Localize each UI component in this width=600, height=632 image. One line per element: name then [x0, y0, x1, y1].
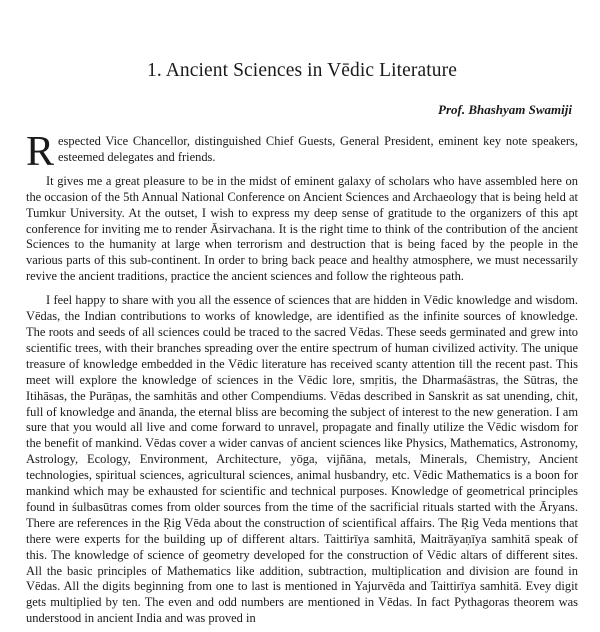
- drop-cap: R: [26, 129, 55, 175]
- article-body: [26, 129, 578, 627]
- author-name: Prof. Bhashyam Swamiji: [438, 102, 572, 117]
- paragraph-3: I feel happy to share with you all the essence of sciences that are hidden in Vēdic knowledge and wisdom. Vēdas, the Indian contributions to works of knowledge, are identified as the infinite sources of knowledge. The roots and seeds of all sciences could be traced to the sacred Vēdas. These seeds germinated and grew into scientific trees, with their branches spreading over the entire spectrum of human civilized activity. The unique treasure of knowledge embedded in the Vēdic literature has received scanty attention till the recent past. This meet will explore the knowledge of sciences in the Vēdic lore, smṛitis, the Dharmaśāstras, the Sūtras, the Itihāsas, the Purāṇas, the samhitās and other Compendiums. Vēdas described in Sanskrit as sat unending, chit, full of knowledge and ānanda, the eternal bliss are becoming the subject of interest to the new generation. I am sure that you would all live and come forward to unravel, propagate and finally utilize the Vēdic wisdom for the benefit of mankind. Vēdas cover a wider canvas of ancient sciences like Physics, Mathematics, Astronomy, Astrology, Ecology, Environment, Architecture, yōga, vijñāna, metals, Minerals, Chemistry, Ancient technologies, spiritual sciences, agricultural sciences, animal husbandry, etc. Vēdic Mathematics is a boon for mankind which may be exhausted for scientific and technical purposes. Knowledge of geometrical principles found in śulbasūtras comes from older sources from the time of the sacrificial rituals started with the Āryans. There are references in the Ṛig Vēda about the construction of scientifical affairs. The Ṛig Veda mentions that there were experts for the building up of different altars. Taittirīya samhitā, Maitrāyaṇīya samhitā speak of this. The knowledge of science of geometry developed for the construction of Vēdic altars of different sites. All the basic principles of Mathematics like addition, subtraction, multiplication and division are found in Vēdas. All the digits beginning from one to last is mentioned in Yajurvēda and Taittirīya samhitā. Evey digit gets multiplied by ten. The even and odd numbers are mentioned in Vēdas. In fact Pythagoras theorem was understood in ancient India and was proved in: [26, 293, 578, 626]
- page-title: 1. Ancient Sciences in Vēdic Literature: [146, 60, 457, 81]
- paragraph-1-text: espected Vice Chancellor, distinguished Chief Guests, General President, eminent key note speakers, esteemed delegates and friends.: [58, 134, 578, 164]
- paragraph-2: It gives me a great pleasure to be in the midst of eminent galaxy of scholars who have assembled here on the occasion of the 5th Annual National Conference on Ancient Sciences and Archaeology that is being held at Tumkur University. At the outset, I wish to express my deep sense of gratitude to the organizers of this apt conference for inviting me to render Āsirvachana. It is the right time to think of the contribution of the ancient Sciences to the humanity at large when terrorism and destruction that is being faced by the people in the various parts of this sub-continent. In order to bring back peace and healthy atmosphere, we must necessarily revive the ancient traditions, practice the ancient sciences and follow the righteous path.: [26, 173, 578, 284]
- paragraph-1: [26, 129, 578, 175]
